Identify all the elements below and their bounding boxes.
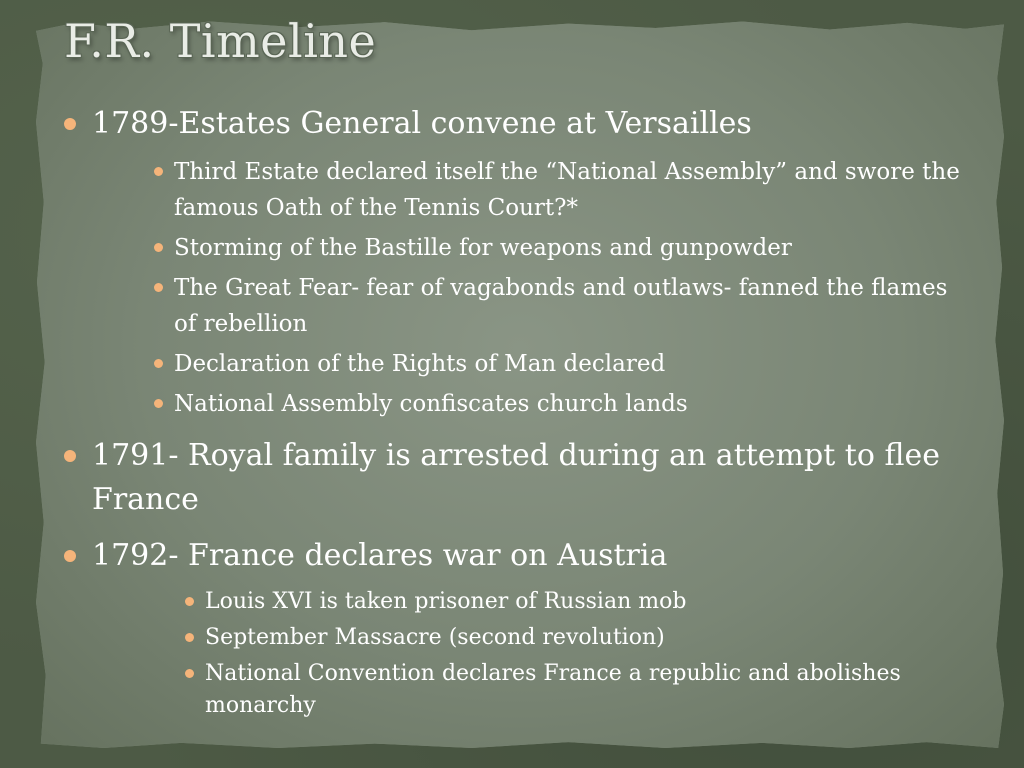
bullet-dot-icon	[64, 118, 76, 130]
slide-title: F.R. Timeline	[64, 14, 377, 68]
bullet-group-1789	[60, 102, 960, 422]
bullet-dot-icon	[154, 359, 163, 368]
bullet-dot-icon	[185, 633, 194, 642]
bullet-dot-icon	[185, 669, 194, 678]
bullet-dot-icon	[154, 399, 163, 408]
bullet-dot-icon	[154, 283, 163, 292]
sub-bullet-text: Storming of the Bastille for weapons and gunpowder	[174, 235, 792, 261]
bullet-text: 1792- France declares war on Austria	[92, 538, 668, 573]
bullet-dot-icon	[154, 167, 163, 176]
sub-bullet-text: The Great Fear- fear of vagabonds and outlaws- fanned the flames of rebellion	[174, 275, 948, 337]
sub-bullet-item	[154, 346, 960, 382]
sub-bullet-text: Louis XVI is taken prisoner of Russian mob	[205, 589, 687, 614]
sub-bullet-item	[154, 154, 960, 226]
sub-bullet-item	[185, 586, 960, 618]
sub-bullet-text: Declaration of the Rights of Man declared	[174, 351, 666, 377]
sub-bullet-item	[154, 386, 960, 422]
sub-bullet-item	[154, 230, 960, 266]
sub-bullet-text: September Massacre (second revolution)	[205, 625, 665, 650]
sub-bullet-item	[185, 622, 960, 654]
bullet-dot-icon	[154, 243, 163, 252]
bullet-dot-icon	[64, 450, 76, 462]
bullet-text: 1791- Royal family is arrested during an attempt to flee France	[92, 438, 940, 517]
bullet-dot-icon	[185, 597, 194, 606]
sub-bullet-text: Third Estate declared itself the “National Assembly” and swore the famous Oath of the Tennis Court?*	[174, 159, 960, 221]
slide-content	[60, 102, 960, 734]
bullet-item	[60, 434, 960, 522]
bullet-text: 1789-Estates General convene at Versailles	[92, 106, 752, 141]
bullet-group-1792	[60, 534, 960, 722]
sub-bullet-text: National Assembly confiscates church lands	[174, 391, 688, 417]
bullet-group-1791	[60, 434, 960, 522]
bullet-dot-icon	[64, 550, 76, 562]
bullet-item	[60, 534, 960, 578]
sub-bullet-item	[154, 270, 960, 342]
bullet-item	[60, 102, 960, 146]
sub-bullet-text: National Convention declares France a republic and abolishes monarchy	[205, 661, 901, 718]
sub-bullet-item	[185, 658, 960, 722]
